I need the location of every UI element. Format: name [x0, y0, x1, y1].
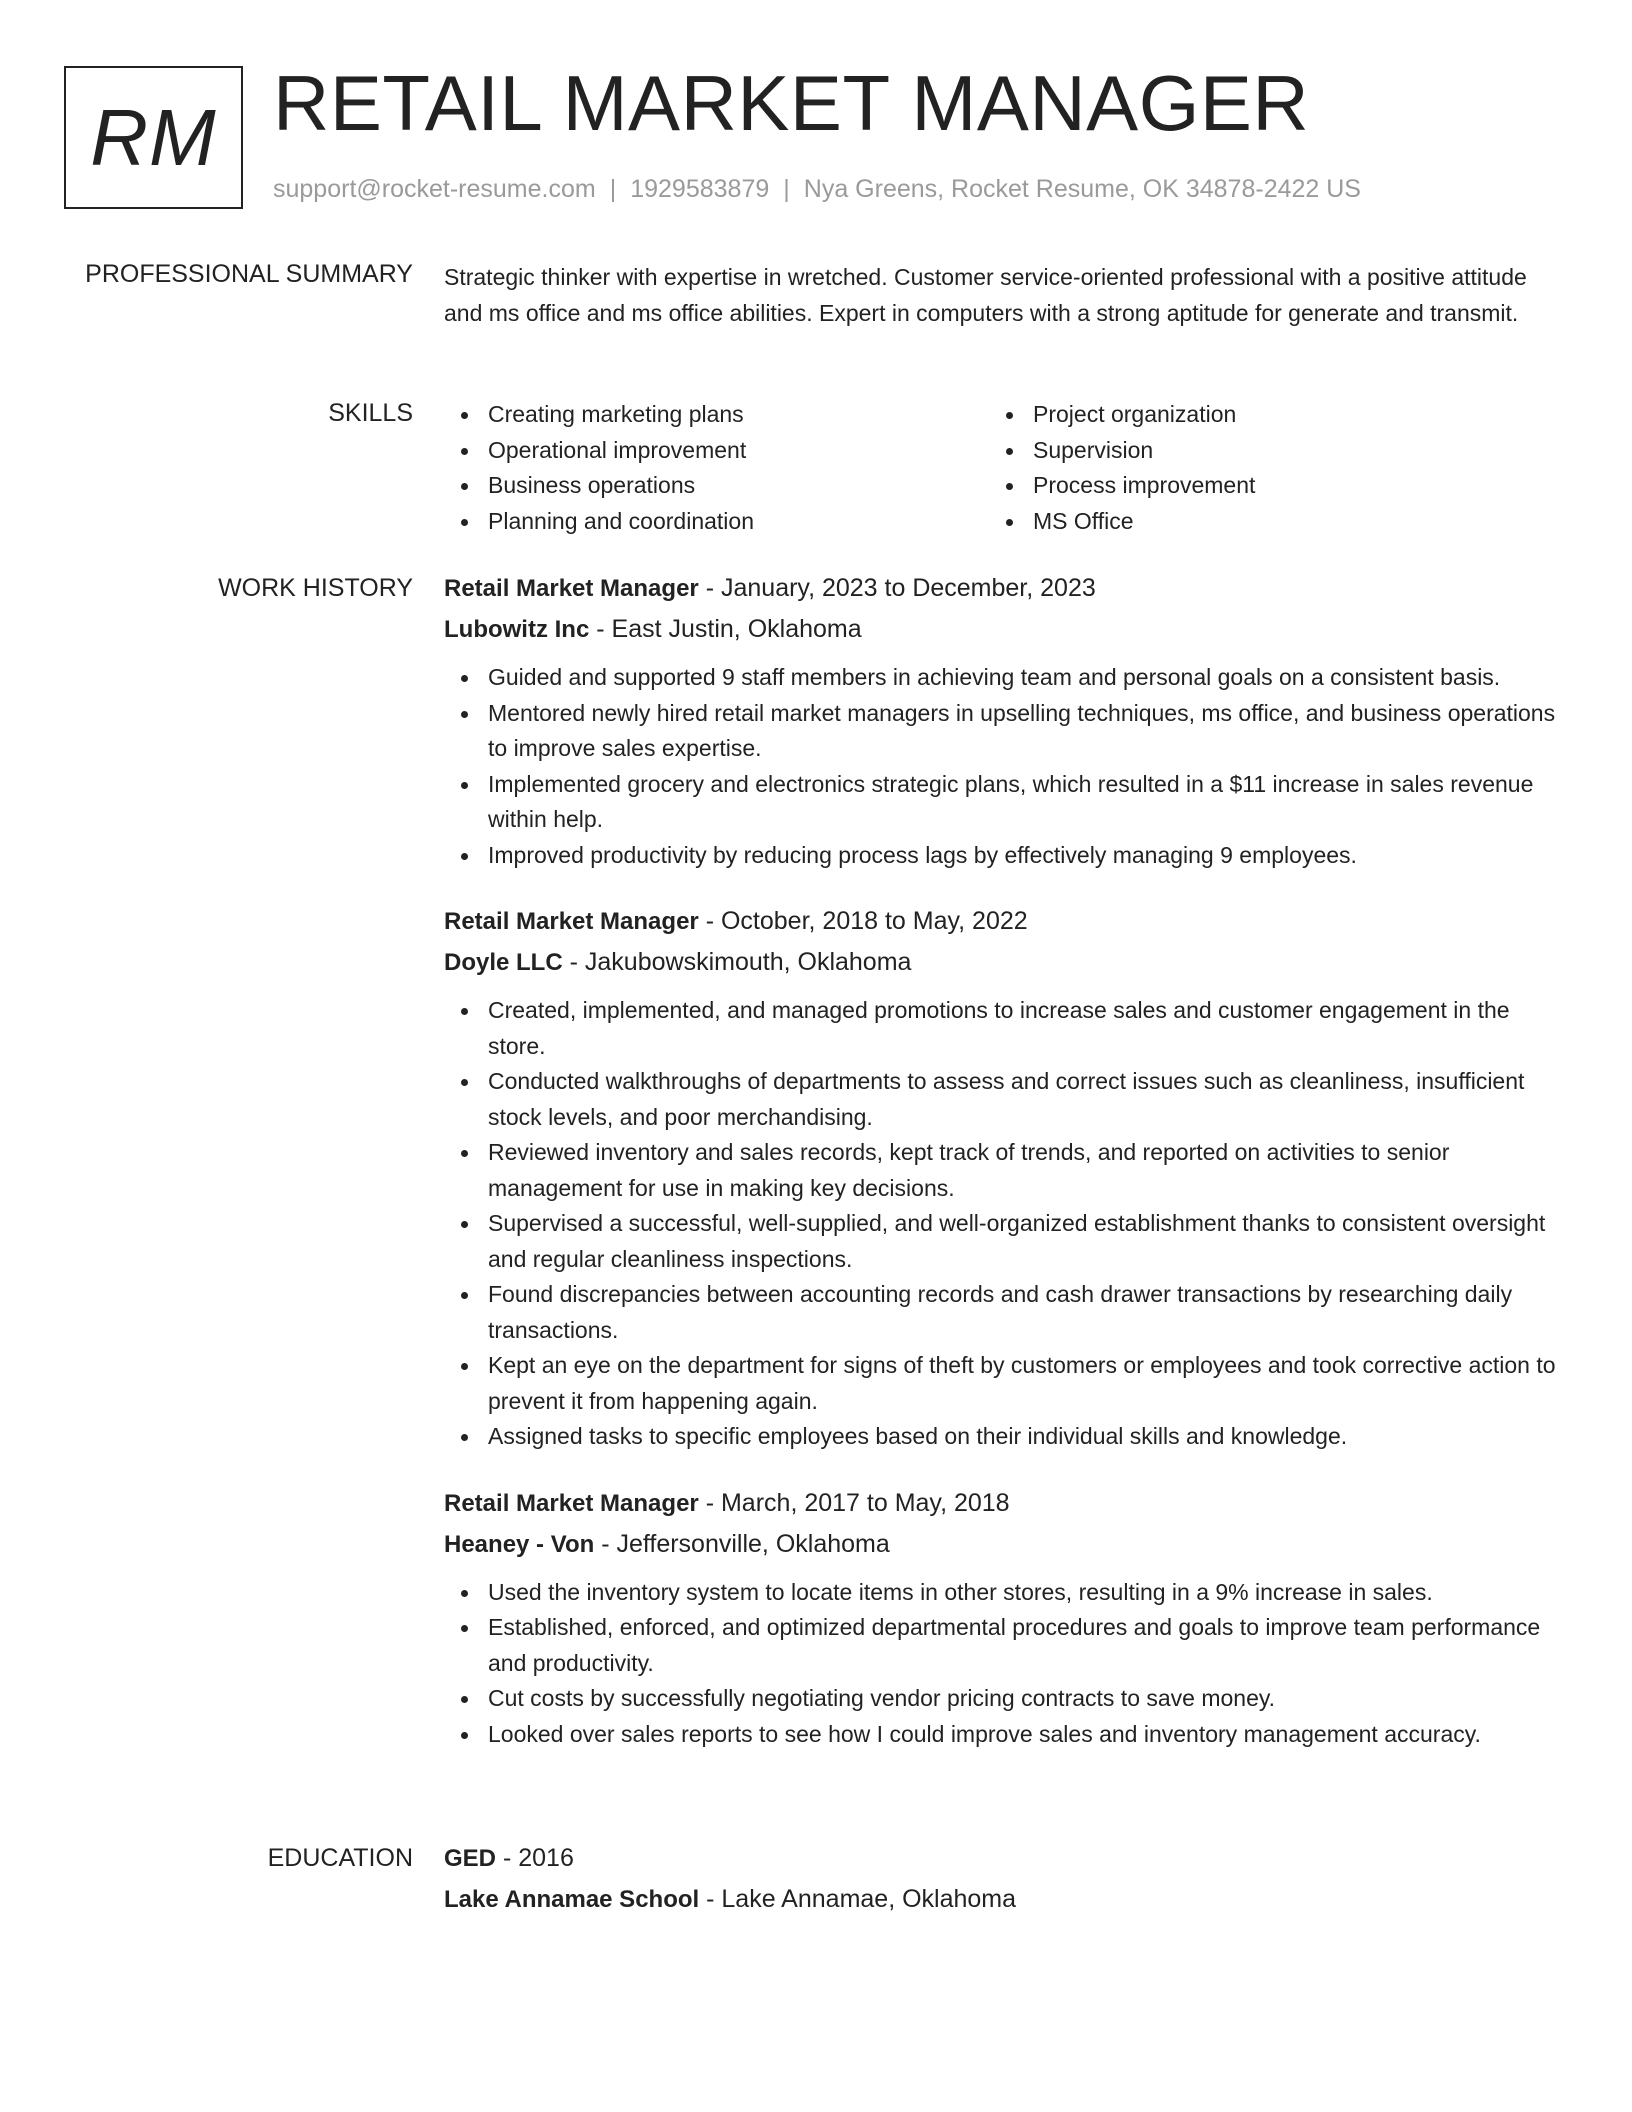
job-company-line	[444, 1524, 1564, 1565]
job-company: Heaney - Von	[444, 1530, 595, 1558]
section-label-education: EDUCATION	[267, 1844, 413, 1872]
job-bullet: Assigned tasks to specific employees based on their individual skills and knowledge.	[444, 1419, 1564, 1455]
job-title-line	[444, 1483, 1564, 1524]
education-school: Lake Annamae School	[444, 1886, 700, 1913]
job-bullet: Supervised a successful, well-supplied, and well-organized establishment thanks to consistent oversight and regular cleanliness inspections.	[444, 1206, 1564, 1277]
job-entry	[444, 1483, 1564, 1753]
skill-item: Planning and coordination	[444, 504, 989, 540]
dash: -	[699, 1885, 722, 1913]
job-location: East Justin, Oklahoma	[611, 615, 862, 643]
contact-phone: 1929583879	[630, 175, 770, 203]
resume-title: RETAIL MARKET MANAGER	[273, 59, 1310, 147]
dash: -	[589, 615, 612, 643]
education-school-line	[444, 1879, 1564, 1920]
education-degree: GED	[444, 1845, 497, 1872]
job-dates: January, 2023 to December, 2023	[720, 574, 1096, 602]
dash: -	[496, 1844, 519, 1872]
contact-email: support@rocket-resume.com	[273, 175, 596, 203]
job-bullet: Used the inventory system to locate items in other stores, resulting in a 9% increase in sales.	[444, 1575, 1564, 1611]
job-dates: March, 2017 to May, 2018	[720, 1488, 1010, 1517]
skills-list-left	[444, 397, 989, 539]
skills-columns	[444, 397, 1564, 539]
skill-item: MS Office	[989, 504, 1534, 540]
job-location: Jeffersonville, Oklahoma	[616, 1529, 890, 1558]
contact-line	[273, 174, 1361, 204]
education-location: Lake Annamae, Oklahoma	[721, 1885, 1017, 1913]
job-entry	[444, 568, 1564, 873]
job-bullet: Created, implemented, and managed promotions to increase sales and customer engagement in the store.	[444, 993, 1564, 1064]
job-company-line	[444, 942, 1564, 983]
job-bullet: Mentored newly hired retail market managers in upselling techniques, ms office, and business operations to improve sales expertise.	[444, 696, 1564, 767]
job-title-line	[444, 901, 1564, 942]
job-dates: October, 2018 to May, 2022	[720, 907, 1028, 935]
job-title: Retail Market Manager	[444, 1489, 699, 1517]
dash: -	[698, 574, 721, 602]
job-bullet: Found discrepancies between accounting records and cash drawer transactions by researching daily transactions.	[444, 1277, 1564, 1348]
skill-item: Business operations	[444, 468, 989, 504]
job-bullet: Reviewed inventory and sales records, kept track of trends, and reported on activities to senior management for use in making key decisions.	[444, 1135, 1564, 1206]
job-bullets	[444, 660, 1564, 873]
job-company-line	[444, 609, 1564, 650]
monogram-text: RM	[90, 92, 217, 182]
job-bullet: Looked over sales reports to see how I could improve sales and inventory management accuracy.	[444, 1717, 1564, 1753]
contact-separator: |	[783, 175, 790, 203]
job-bullets	[444, 1575, 1564, 1753]
dash: -	[698, 1488, 721, 1517]
job-title: Retail Market Manager	[444, 908, 699, 935]
skills-list-right	[989, 397, 1534, 539]
job-bullet: Established, enforced, and optimized departmental procedures and goals to improve team performance and productivity.	[444, 1610, 1564, 1681]
job-bullet: Implemented grocery and electronics strategic plans, which resulted in a $11 increase in sales revenue within help.	[444, 767, 1564, 838]
contact-separator: |	[609, 175, 617, 203]
section-label-summary: PROFESSIONAL SUMMARY	[85, 260, 413, 288]
monogram-box	[64, 66, 243, 209]
job-bullet: Guided and supported 9 staff members in achieving team and personal goals on a consistent basis.	[444, 660, 1564, 696]
dash: -	[698, 907, 721, 935]
skill-item: Operational improvement	[444, 433, 989, 469]
job-bullets	[444, 993, 1564, 1455]
job-location: Jakubowskimouth, Oklahoma	[584, 948, 912, 976]
job-bullet: Improved productivity by reducing process lags by effectively managing 9 employees.	[444, 838, 1564, 874]
skill-item: Process improvement	[989, 468, 1534, 504]
dash: -	[562, 948, 585, 976]
job-bullet: Cut costs by successfully negotiating vendor pricing contracts to save money.	[444, 1681, 1564, 1717]
job-company: Doyle LLC	[444, 949, 563, 976]
skill-item: Creating marketing plans	[444, 397, 989, 433]
contact-address: Nya Greens, Rocket Resume, OK 34878-2422 US	[803, 175, 1361, 203]
job-bullet: Conducted walkthroughs of departments to assess and correct issues such as cleanliness, insufficient stock levels, and poor merchandising.	[444, 1064, 1564, 1135]
dash: -	[594, 1529, 617, 1558]
education-year: 2016	[518, 1844, 574, 1872]
job-title-line	[444, 568, 1564, 609]
job-company: Lubowitz Inc	[444, 616, 590, 643]
section-label-work-history: WORK HISTORY	[218, 574, 413, 602]
section-label-skills: SKILLS	[328, 399, 413, 427]
education-degree-line	[444, 1838, 1564, 1879]
skill-item: Supervision	[989, 433, 1534, 469]
summary-text: Strategic thinker with expertise in wretched. Customer service-oriented professional with a positive attitude and ms office and ms office abilities. Expert in computers with a strong aptitude for generate and transmit.	[444, 264, 1527, 326]
skill-item: Project organization	[989, 397, 1534, 433]
job-entry	[444, 901, 1564, 1455]
job-bullet: Kept an eye on the department for signs of theft by customers or employees and took corrective action to prevent it from happening again.	[444, 1348, 1564, 1419]
job-title: Retail Market Manager	[444, 575, 699, 602]
